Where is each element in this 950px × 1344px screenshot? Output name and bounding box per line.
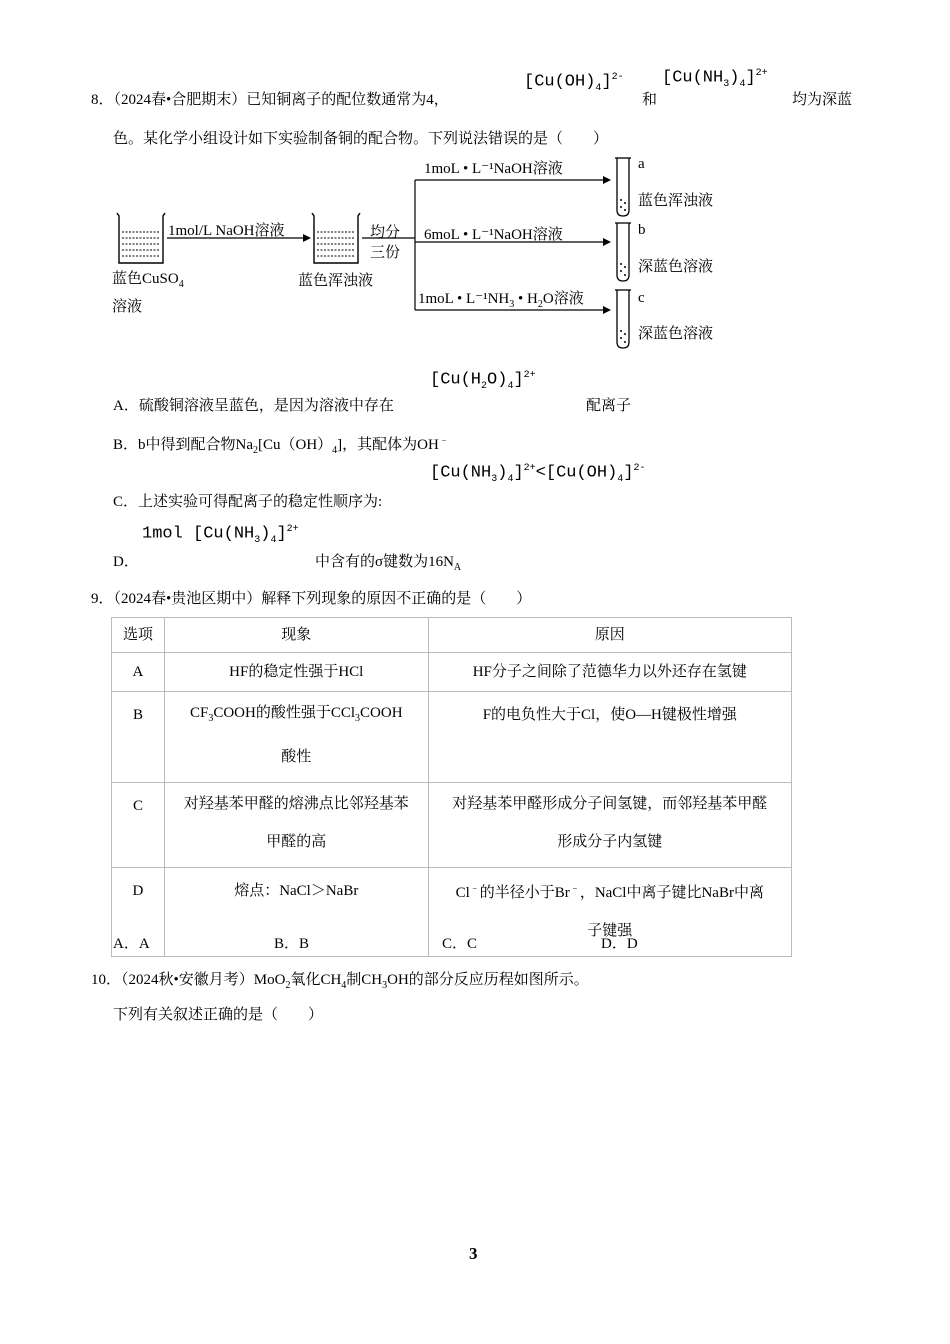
tube-b-result: 深蓝色溶液 [638,259,714,275]
table-header-row [112,618,792,653]
q10-stem-line2: 下列有关叙述正确的是（ ） [113,1007,324,1023]
q8-stem-tail: 均为深蓝 [792,92,853,108]
row-a-reason: HF分子之间除了范德华力以外还存在氢键 [428,653,791,692]
q8-stem-line1: 8．（2024春•合肥期末）已知铜离子的配位数通常为4， [91,92,449,108]
header-reason: 原因 [428,618,791,653]
row-b-reason: F的电负性大于Cl，使O—H键极性增强 [428,692,791,783]
row-a-option: A [112,653,165,692]
q8-ion-cu-oh4: $[Cu(OH)_4]^{2-}$ [524,72,624,95]
table-row [112,692,792,783]
q8-option-c-formula: $[Cu(NH_3)_4]^{2+}<[Cu(OH)_4]^{2-}$ [430,463,646,486]
branch-c-reagent: 1moL • $L^{-1}NH_3$ • $H_2O$溶液 [418,291,584,310]
row-a-phenomenon: HF的稳定性强于HCl [164,653,428,692]
tube-a-letter: a [638,156,645,172]
test-tube-a-icon [615,158,631,216]
q8-option-d-tail: 中含有的σ键数为$16N_A$ [315,554,462,573]
header-phenomenon: 现象 [164,618,428,653]
q8-option-a-ion: $[Cu(H_2O)_4]^{2+}$ [430,370,536,393]
q9-option-a: A．A [113,936,150,952]
q9-option-d: D．D [601,936,638,952]
row-b-option: B [112,692,165,783]
beaker-1-label: 蓝色CuSO$_4$ 溶液 [112,271,184,315]
beaker-1-icon [117,213,165,263]
test-tube-c-icon [615,290,631,348]
row-b-phenomenon: $CF_3COOH$的酸性强于CCl$_3$COOH 酸性 [164,692,428,783]
q8-option-d-formula: 1mol $[Cu(NH_3)_4]^{2+}$ [142,524,299,547]
test-tube-b-icon [615,223,631,281]
q8-option-c: C．上述实验可得配离子的稳定性顺序为: [113,494,383,510]
beaker-2-label: 蓝色浑浊液 [298,273,374,289]
tube-c-result: 深蓝色溶液 [638,326,714,342]
arrow-1-reagent-label: 1mol/L NaOH溶液 [168,223,285,239]
q8-stem-line2: 色。某化学小组设计如下实验制备铜的配合物。下列说法错误的是（ ） [113,131,609,147]
q10-stem-line1: 10．（2024秋•安徽月考）MoO$_2$氧化$CH_4$制$CH_3OH$的部分反应历程如图所示。 [91,972,589,991]
q9-option-c: C．C [442,936,478,952]
q9-stem: 9．（2024春•贵池区期中）解释下列现象的原因不正确的是（ ） [91,591,532,607]
q9-table [111,617,792,957]
branch-b-reagent: 6moL • L⁻¹NaOH溶液 [424,227,563,243]
row-d-option: D [112,868,165,957]
q8-option-b: B．b中得到配合物$Na_2[Cu(OH)_4]$，其配体为OH﹣ [113,435,449,456]
row-c-phenomenon: 对羟基苯甲醛的熔沸点比邻羟基苯 甲醛的高 [164,783,428,868]
q9-option-b: B．B [274,936,310,952]
q8-option-a-tail: 配离子 [586,398,632,414]
header-option: 选项 [112,618,165,653]
q8-ion-cu-nh34: $[Cu(NH_3)_4]^{2+}$ [662,68,768,91]
table-row [112,653,792,692]
tube-a-result: 蓝色浑浊液 [638,193,714,209]
split-label: 均分 三份 [370,225,401,261]
row-d-phenomenon: 熔点：NaCl＞NaBr [164,868,428,957]
q8-option-d-label: D． [113,554,139,570]
q8-option-a: A．硫酸铜溶液呈蓝色，是因为溶液中存在 [113,398,394,414]
row-c-reason: 对羟基苯甲醛形成分子间氢键，而邻羟基苯甲醛 形成分子内氢键 [428,783,791,868]
beaker-2-icon [312,213,360,263]
row-d-reason: Cl﹣的半径小于Br﹣，NaCl中离子键比NaBr中离 子键强 [428,868,791,957]
branch-a-reagent: 1moL • L⁻¹NaOH溶液 [424,161,563,177]
tube-c-letter: c [638,290,645,306]
page-number: 3 [469,1244,478,1263]
tube-b-letter: b [638,222,646,238]
table-row [112,783,792,868]
row-c-option: C [112,783,165,868]
q8-and: 和 [642,92,658,108]
